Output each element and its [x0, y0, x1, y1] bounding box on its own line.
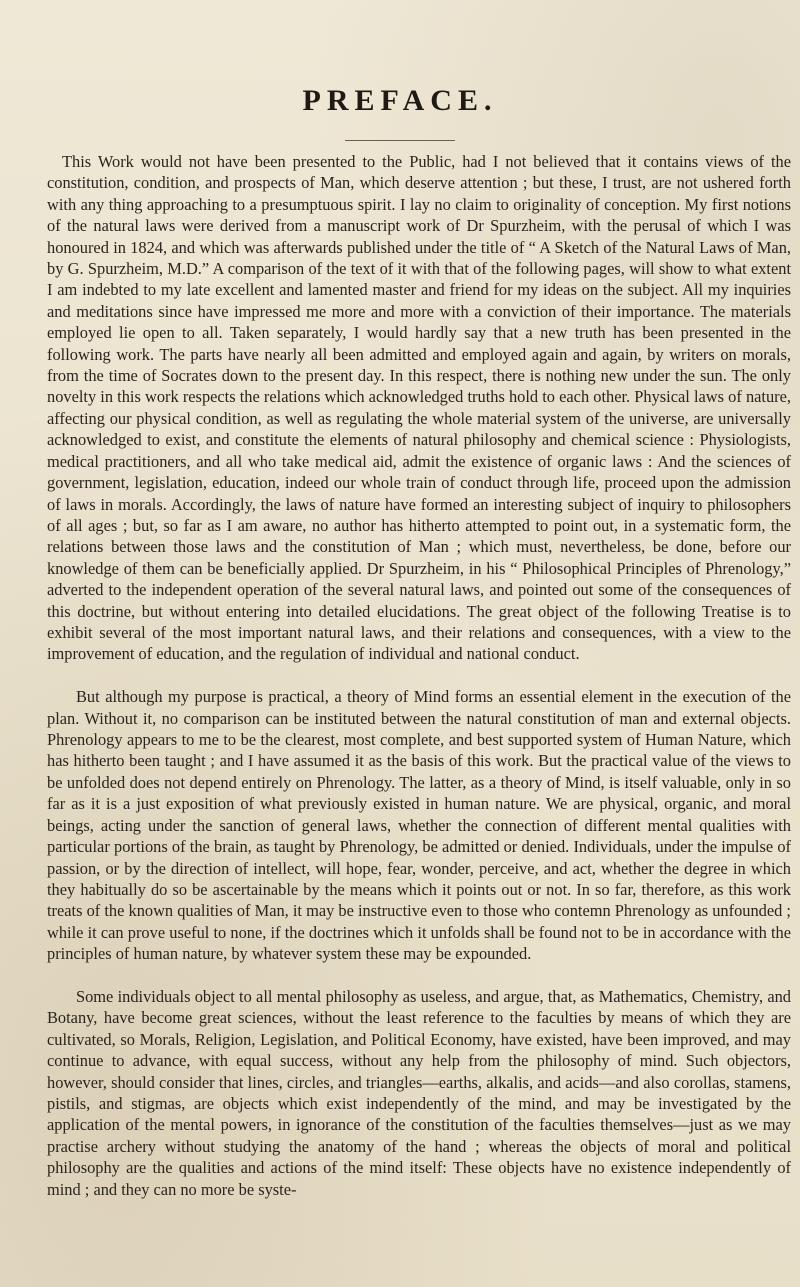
paragraph-2: But although my purpose is practical, a theory of Mind forms an essential element in the execution of the plan. Without it, no comparison can be instituted between the natural constitution of man and external objects. Phrenology appears to me to be the clearest, most complete, and best supported system of Human Nature, which has hitherto been taught ; and I have assumed it as the basis of this work. But the practical value of the views to be unfolded does not depend entirely on Phrenology. The latter, as a theory of Mind, is itself valuable, only in so far as it is a just exposition of what previously existed in human nature. We are physical, organic, and moral beings, acting under the sanction of general laws, whether the connection of different mental qualities with particular portions of the brain, as taught by Phrenology, be admitted or denied. Individuals, under the impulse of passion, or by the direction of intellect, will hope, fear, wonder, perceive, and act, whether the degree in which they habitually do so be ascertainable by the means which it points out or not. In so far, therefore, as this work treats of the known qualities of Man, it may be instructive even to those who contemn Phrenology as unfounded ; while it can prove useful to none, if the doctrines which it unfolds shall be found not to be in accordance with the principles of human nature, by whatever system these may be expounded.	[47, 687, 791, 964]
paragraph-3: Some individuals object to all mental philosophy as useless, and argue, that, as Mathematics, Chemistry, and Botany, have become great sciences, without the least reference to the faculties by means of which they are cultivated, so Morals, Religion, Legislation, and Political Economy, have existed, have been improved, and may continue to advance, with equal success, without any help from the philosophy of mind. Such objectors, however, should consider that lines, circles, and triangles—earths, alkalis, and acids—and also corollas, stamens, pistils, and stigmas, are objects which exist independently of the mind, and may be investigated by the application of the mental powers, in ignorance of the constitution of the faculties themselves—just as we may practise archery without studying the anatomy of the hand ; whereas the objects of moral and political philosophy are the qualities and actions of the mind itself: These objects have no existence independently of mind ; and they can no more be syste-	[47, 987, 791, 1199]
page-title: PREFACE.	[302, 84, 498, 117]
body-text	[47, 151, 791, 1200]
paragraph-1: This Work would not have been presented to the Public, had I not believed that it contains views of the constitution, condition, and prospects of Man, which deserve attention ; but these, I trust, are not ushered forth with any thing approaching to a presumptuous spirit. I lay no claim to originality of conception. My first notions of the natural laws were derived from a manuscript work of Dr Spurzheim, with the perusal of which I was honoured in 1824, and which was afterwards published under the title of “ A Sketch of the Natural Laws of Man, by G. Spurzheim, M.D.” A comparison of the text of it with that of the following pages, will show to what extent I am indebted to my late excellent and lamented master and friend for my ideas on the subject. All my inquiries and meditations since have impressed me more and more with a conviction of their importance. The materials employed lie open to all. Taken separately, I would hardly say that a new truth has been presented in the following work. The parts have nearly all been admitted and employed again and again, by writers on morals, from the time of Socrates down to the present day. In this respect, there is nothing new under the sun. The only novelty in this work respects the relations which acknowledged truths hold to each other. Physical laws of nature, affecting our physical condition, as well as regulating the whole material system of the universe, are universally acknowledged to exist, and constitute the elements of natural philosophy and chemical science : Physiologists, medical practitioners, and all who take medical aid, admit the existence of organic laws : And the sciences of government, legislation, education, indeed our whole train of conduct through life, proceed upon the admission of laws in morals. Accordingly, the laws of nature have formed an interesting subject of inquiry to philosophers of all ages ; but, so far as I am aware, no author has hitherto attempted to point out, in a systematic form, the relations between those laws and the constitution of Man ; which must, nevertheless, be done, before our knowledge of them can be beneficially applied. Dr Spurzheim, in his “ Philosophical Principles of Phrenology,” adverted to the independent operation of the several natural laws, and pointed out some of the consequences of this doctrine, but without entering into detailed elucidations. The great object of the following Treatise is to exhibit several of the most important natural laws, and their relations and consequences, with a view to the improvement of education, and the regulation of individual and national conduct.	[47, 152, 791, 664]
title-divider	[345, 140, 455, 141]
